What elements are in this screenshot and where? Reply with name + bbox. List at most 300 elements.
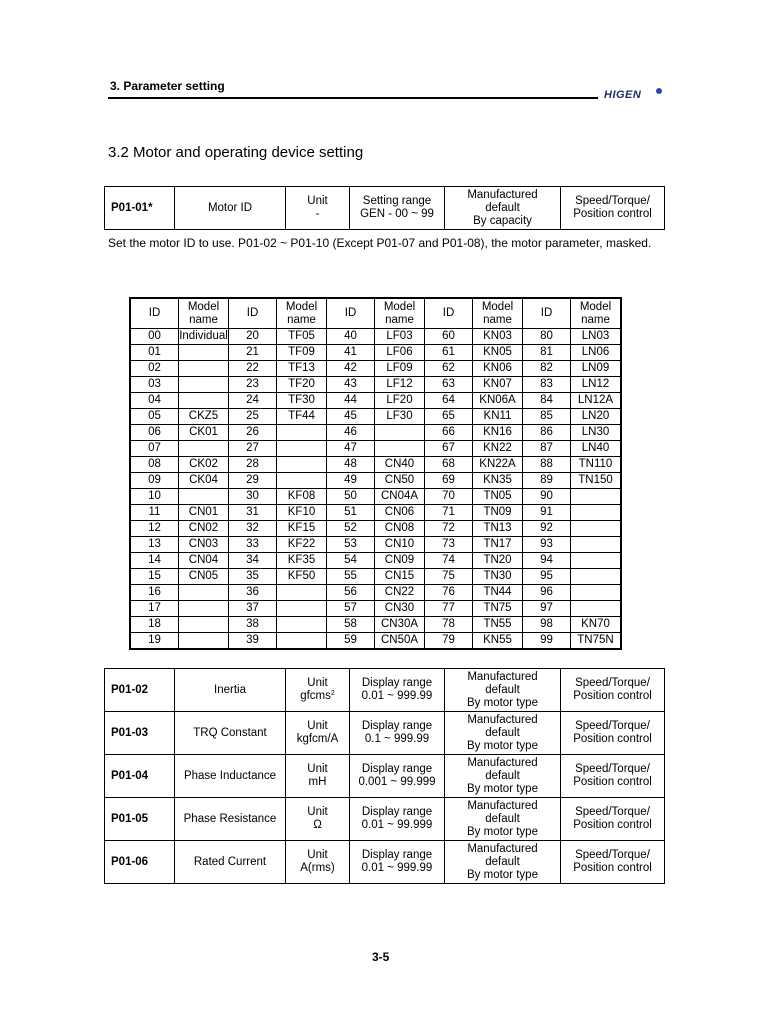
- model-name-cell: CN50A: [375, 633, 425, 650]
- unit-value-wrap: [286, 690, 349, 703]
- unit-value: mH: [308, 776, 327, 788]
- section-title: 3.2 Motor and operating device setting: [108, 144, 364, 161]
- model-name-cell: CK01: [179, 425, 229, 441]
- unit-value-wrap: [286, 862, 349, 875]
- model-name-cell: LN20: [571, 409, 622, 425]
- model-name-cell: TN05: [473, 489, 523, 505]
- motor-id-cell: 60: [425, 329, 473, 345]
- param-name: Motor ID: [175, 187, 286, 230]
- model-name-cell: KN35: [473, 473, 523, 489]
- table-row: [130, 345, 621, 361]
- model-name-cell: KF08: [277, 489, 327, 505]
- param-name: Phase Inductance: [175, 755, 286, 798]
- motor-id-cell: 41: [327, 345, 375, 361]
- model-name-cell: LF03: [375, 329, 425, 345]
- motor-id-cell: 37: [229, 601, 277, 617]
- motor-id-cell: 90: [523, 489, 571, 505]
- param-name: Inertia: [175, 669, 286, 712]
- param-row: [105, 798, 665, 841]
- motor-id-cell: 86: [523, 425, 571, 441]
- model-name-cell: TN20: [473, 553, 523, 569]
- default-line-2: default: [485, 726, 520, 739]
- model-name-cell: TN30: [473, 569, 523, 585]
- motor-id-cell: 64: [425, 393, 473, 409]
- param-table-body: [105, 669, 665, 884]
- motor-id-cell: 03: [130, 377, 179, 393]
- param-row: [105, 755, 665, 798]
- motor-id-cell: 02: [130, 361, 179, 377]
- param-row: [105, 669, 665, 712]
- model-name-cell: KN70: [571, 617, 622, 633]
- model-name-cell: LF06: [375, 345, 425, 361]
- header-id: ID: [130, 298, 179, 329]
- motor-id-cell: 72: [425, 521, 473, 537]
- motor-id-cell: 47: [327, 441, 375, 457]
- motor-id-cell: 73: [425, 537, 473, 553]
- unit-label: Unit: [307, 677, 328, 689]
- motor-id-cell: 13: [130, 537, 179, 553]
- motor-id-cell: 35: [229, 569, 277, 585]
- brand-logo: [604, 88, 662, 106]
- model-name-cell: CN22: [375, 585, 425, 601]
- model-name-cell: CN30A: [375, 617, 425, 633]
- table-row: [130, 361, 621, 377]
- motor-id-cell: 63: [425, 377, 473, 393]
- motor-id-cell: 54: [327, 553, 375, 569]
- mode-line-2: Position control: [573, 776, 652, 788]
- section-header: 3. Parameter setting: [110, 79, 225, 93]
- motor-id-cell: 52: [327, 521, 375, 537]
- model-name-cell: KN06A: [473, 393, 523, 409]
- model-name-cell: [571, 521, 622, 537]
- motor-id-cell: 51: [327, 505, 375, 521]
- param-unit: [286, 841, 350, 884]
- param-range: [350, 712, 445, 755]
- motor-id-cell: 16: [130, 585, 179, 601]
- motor-id-cell: 99: [523, 633, 571, 650]
- param-default: [445, 669, 561, 712]
- default-line-3: By motor type: [467, 696, 538, 709]
- default-line-2: default: [485, 812, 520, 825]
- model-name-cell: [277, 441, 327, 457]
- motor-id-cell: 10: [130, 489, 179, 505]
- motor-id-cell: 93: [523, 537, 571, 553]
- motor-id-cell: 67: [425, 441, 473, 457]
- motor-id-cell: 25: [229, 409, 277, 425]
- default-line-3: By motor type: [467, 782, 538, 795]
- motor-id-cell: 55: [327, 569, 375, 585]
- param-row: [105, 712, 665, 755]
- motor-id-cell: 62: [425, 361, 473, 377]
- mode-line-1: Speed/Torque/: [575, 849, 650, 861]
- param-code: P01-02: [105, 669, 175, 712]
- default-line-3: By capacity: [473, 214, 532, 227]
- header-model-line-1: Model: [285, 300, 318, 313]
- motor-id-cell: 11: [130, 505, 179, 521]
- motor-id-cell: 18: [130, 617, 179, 633]
- default-line-2: default: [485, 855, 520, 868]
- unit-label: Unit: [307, 849, 328, 861]
- motor-id-cell: 91: [523, 505, 571, 521]
- range-value: 0.001 ~ 99.999: [358, 776, 436, 788]
- model-name-cell: CN03: [179, 537, 229, 553]
- table-row: [130, 489, 621, 505]
- motor-id-cell: 33: [229, 537, 277, 553]
- model-name-cell: TF30: [277, 393, 327, 409]
- model-name-cell: KN22A: [473, 457, 523, 473]
- header-model-name: [375, 298, 425, 329]
- param-mode: [561, 841, 665, 884]
- header-model-line-1: Model: [579, 300, 612, 313]
- motor-id-cell: 07: [130, 441, 179, 457]
- header-model-line-2: name: [483, 313, 512, 326]
- default-line-1: Manufactured: [467, 670, 538, 683]
- model-name-cell: [277, 633, 327, 650]
- motor-id-cell: 92: [523, 521, 571, 537]
- motor-id-cell: 66: [425, 425, 473, 441]
- param-range: [350, 187, 445, 230]
- motor-id-cell: 70: [425, 489, 473, 505]
- motor-id-cell: 58: [327, 617, 375, 633]
- mode-line-1: Speed/Torque/: [575, 720, 650, 732]
- model-name-cell: CN02: [179, 521, 229, 537]
- motor-id-cell: 20: [229, 329, 277, 345]
- model-name-cell: [571, 553, 622, 569]
- model-name-cell: [277, 585, 327, 601]
- param-mode: [561, 755, 665, 798]
- model-name-cell: LN06: [571, 345, 622, 361]
- model-name-cell: [179, 617, 229, 633]
- model-name-cell: KN05: [473, 345, 523, 361]
- param-default: [445, 187, 561, 230]
- param-range: [350, 841, 445, 884]
- motor-id-cell: 12: [130, 521, 179, 537]
- mode-line-2: Position control: [573, 862, 652, 874]
- motor-id-cell: 94: [523, 553, 571, 569]
- motor-id-cell: 65: [425, 409, 473, 425]
- header-id: ID: [425, 298, 473, 329]
- header-id: ID: [229, 298, 277, 329]
- default-line-1: Manufactured: [467, 713, 538, 726]
- param-default: [445, 798, 561, 841]
- motor-id-cell: 80: [523, 329, 571, 345]
- model-name-cell: KN16: [473, 425, 523, 441]
- model-name-cell: [179, 489, 229, 505]
- model-name-cell: CN40: [375, 457, 425, 473]
- model-name-cell: TN13: [473, 521, 523, 537]
- model-name-cell: KF10: [277, 505, 327, 521]
- header-model-line-2: name: [287, 313, 316, 326]
- header-id: ID: [523, 298, 571, 329]
- motor-id-cell: 46: [327, 425, 375, 441]
- range-label: Display range: [361, 677, 433, 689]
- motor-id-cell: 08: [130, 457, 179, 473]
- motor-id-cell: 98: [523, 617, 571, 633]
- motor-id-cell: 39: [229, 633, 277, 650]
- param-range: [350, 798, 445, 841]
- motor-id-cell: 71: [425, 505, 473, 521]
- table-row: [130, 329, 621, 345]
- header-model-name: [571, 298, 622, 329]
- model-name-cell: [179, 361, 229, 377]
- range-value: 0.01 ~ 99.999: [361, 819, 433, 831]
- unit-value: kgfcm/A: [296, 733, 339, 745]
- model-name-cell: CN15: [375, 569, 425, 585]
- motor-id-cell: 45: [327, 409, 375, 425]
- motor-id-cell: 17: [130, 601, 179, 617]
- motor-id-cell: 61: [425, 345, 473, 361]
- model-name-cell: [571, 505, 622, 521]
- header-model-line-1: Model: [383, 300, 416, 313]
- motor-id-cell: 32: [229, 521, 277, 537]
- unit-value-wrap: [286, 733, 349, 746]
- unit-label: Unit: [307, 763, 328, 775]
- table-row: [130, 409, 621, 425]
- table-row: [130, 633, 621, 650]
- motor-id-cell: 24: [229, 393, 277, 409]
- param-row: [105, 187, 665, 230]
- motor-id-cell: 77: [425, 601, 473, 617]
- model-name-cell: TN55: [473, 617, 523, 633]
- default-line-2: default: [485, 683, 520, 696]
- param-code: P01-03: [105, 712, 175, 755]
- model-name-cell: CKZ5: [179, 409, 229, 425]
- model-name-cell: LF30: [375, 409, 425, 425]
- range-value: GEN - 00 ~ 99: [360, 208, 434, 220]
- model-name-cell: TF05: [277, 329, 327, 345]
- model-name-cell: [277, 601, 327, 617]
- table-row: [130, 585, 621, 601]
- model-name-cell: [571, 585, 622, 601]
- range-value: 0.1 ~ 999.99: [364, 733, 430, 745]
- model-name-cell: TN110: [571, 457, 622, 473]
- header-id: ID: [327, 298, 375, 329]
- model-name-cell: CN30: [375, 601, 425, 617]
- param-mode: [561, 669, 665, 712]
- param-unit: [286, 755, 350, 798]
- motor-id-cell: 79: [425, 633, 473, 650]
- motor-id-cell: 59: [327, 633, 375, 650]
- page-number: 3-5: [372, 950, 390, 964]
- unit-value-wrap: [286, 819, 349, 832]
- motor-id-cell: 97: [523, 601, 571, 617]
- param-mode: [561, 187, 665, 230]
- model-name-cell: CN10: [375, 537, 425, 553]
- header-model-line-2: name: [581, 313, 610, 326]
- table-row: [130, 601, 621, 617]
- motor-id-cell: 95: [523, 569, 571, 585]
- motor-id-cell: 74: [425, 553, 473, 569]
- logo-mark-icon: [656, 88, 662, 94]
- model-name-cell: CN04: [179, 553, 229, 569]
- model-name-cell: [571, 537, 622, 553]
- param-default: [445, 712, 561, 755]
- range-value: 0.01 ~ 999.99: [361, 690, 433, 702]
- motor-id-cell: 22: [229, 361, 277, 377]
- mode-line-1: Speed/Torque/: [575, 677, 650, 689]
- motor-id-cell: 01: [130, 345, 179, 361]
- model-name-cell: [571, 601, 622, 617]
- param-name: Rated Current: [175, 841, 286, 884]
- model-name-cell: TF20: [277, 377, 327, 393]
- parameter-description: Set the motor ID to use. P01-02 ~ P01-10 (Except P01-07 and P01-08), the motor parameter, masked.: [108, 236, 652, 250]
- header-model-line-2: name: [385, 313, 414, 326]
- model-name-cell: [277, 617, 327, 633]
- motor-id-cell: 05: [130, 409, 179, 425]
- default-line-1: Manufactured: [467, 842, 538, 855]
- motor-id-cell: 04: [130, 393, 179, 409]
- model-name-cell: [375, 425, 425, 441]
- table-row: [130, 505, 621, 521]
- param-code: P01-05: [105, 798, 175, 841]
- motor-id-cell: 85: [523, 409, 571, 425]
- model-name-cell: [179, 585, 229, 601]
- model-name-cell: LN40: [571, 441, 622, 457]
- header-model-name: [473, 298, 523, 329]
- motor-id-cell: 43: [327, 377, 375, 393]
- model-name-cell: [179, 633, 229, 650]
- table-row: [130, 537, 621, 553]
- motor-id-cell: 09: [130, 473, 179, 489]
- motor-id-cell: 68: [425, 457, 473, 473]
- header-model-line-1: Model: [187, 300, 220, 313]
- unit-value: -: [315, 208, 320, 220]
- model-name-cell: TN44: [473, 585, 523, 601]
- model-name-cell: CN09: [375, 553, 425, 569]
- unit-value: gfcms: [300, 690, 331, 702]
- model-name-cell: KF50: [277, 569, 327, 585]
- motor-id-table-body: [130, 298, 621, 649]
- default-line-2: default: [485, 769, 520, 782]
- mode-line-2: Position control: [573, 819, 652, 831]
- model-name-cell: LN03: [571, 329, 622, 345]
- table-row: [130, 393, 621, 409]
- model-name-cell: [375, 441, 425, 457]
- model-name-cell: KN06: [473, 361, 523, 377]
- motor-id-cell: 14: [130, 553, 179, 569]
- motor-id-cell: 75: [425, 569, 473, 585]
- param-unit: [286, 187, 350, 230]
- model-name-cell: TN09: [473, 505, 523, 521]
- param-name: Phase Resistance: [175, 798, 286, 841]
- range-label: Display range: [361, 763, 433, 775]
- mode-line-2: Position control: [573, 208, 652, 220]
- motor-id-cell: 53: [327, 537, 375, 553]
- model-name-cell: CN50: [375, 473, 425, 489]
- motor-table-header: [130, 298, 621, 329]
- motor-id-cell: 81: [523, 345, 571, 361]
- model-name-cell: [277, 457, 327, 473]
- model-name-cell: LF12: [375, 377, 425, 393]
- model-name-cell: KN07: [473, 377, 523, 393]
- model-name-cell: CK02: [179, 457, 229, 473]
- logo-text: HIGEN: [604, 89, 642, 101]
- param-mode: [561, 712, 665, 755]
- default-line-3: By motor type: [467, 868, 538, 881]
- header-rule: [108, 97, 598, 99]
- motor-id-cell: 50: [327, 489, 375, 505]
- range-label: Display range: [361, 720, 433, 732]
- model-name-cell: CN04A: [375, 489, 425, 505]
- table-row: [130, 521, 621, 537]
- motor-id-cell: 34: [229, 553, 277, 569]
- model-name-cell: KF35: [277, 553, 327, 569]
- range-label: Display range: [361, 849, 433, 861]
- param-table-p01-01: [104, 186, 665, 230]
- motor-id-cell: 56: [327, 585, 375, 601]
- header-model-name: [277, 298, 327, 329]
- model-name-cell: [277, 425, 327, 441]
- header-model-line-2: name: [189, 313, 218, 326]
- model-name-cell: TF44: [277, 409, 327, 425]
- unit-value-wrap: [286, 776, 349, 789]
- unit-value: A(rms): [300, 862, 335, 874]
- model-name-cell: LF09: [375, 361, 425, 377]
- param-table-motor: [104, 668, 665, 884]
- table-row: [130, 377, 621, 393]
- motor-id-cell: 69: [425, 473, 473, 489]
- model-name-cell: LF20: [375, 393, 425, 409]
- param-default: [445, 755, 561, 798]
- table-row: [130, 553, 621, 569]
- motor-id-cell: 15: [130, 569, 179, 585]
- model-name-cell: LN12A: [571, 393, 622, 409]
- param-range: [350, 669, 445, 712]
- motor-id-cell: 89: [523, 473, 571, 489]
- motor-id-cell: 96: [523, 585, 571, 601]
- table-row: [130, 569, 621, 585]
- mode-line-1: Speed/Torque/: [575, 195, 650, 207]
- param-unit: [286, 669, 350, 712]
- table-row: [130, 473, 621, 489]
- param-code: P01-04: [105, 755, 175, 798]
- motor-id-cell: 76: [425, 585, 473, 601]
- param-range: [350, 755, 445, 798]
- motor-id-cell: 06: [130, 425, 179, 441]
- motor-id-cell: 27: [229, 441, 277, 457]
- default-line-1: Manufactured: [467, 799, 538, 812]
- param-unit: [286, 712, 350, 755]
- motor-id-cell: 84: [523, 393, 571, 409]
- model-name-cell: KF22: [277, 537, 327, 553]
- default-line-1: Manufactured: [467, 188, 538, 201]
- default-line-3: By motor type: [467, 825, 538, 838]
- mode-line-2: Position control: [573, 733, 652, 745]
- param-row: [105, 841, 665, 884]
- motor-id-cell: 23: [229, 377, 277, 393]
- model-name-cell: [179, 441, 229, 457]
- mode-line-1: Speed/Torque/: [575, 763, 650, 775]
- unit-superscript: 2: [330, 690, 335, 697]
- motor-id-cell: 38: [229, 617, 277, 633]
- motor-id-cell: 19: [130, 633, 179, 650]
- model-name-cell: LN12: [571, 377, 622, 393]
- param-mode: [561, 798, 665, 841]
- model-name-cell: KN03: [473, 329, 523, 345]
- model-name-cell: [571, 569, 622, 585]
- model-name-cell: TF09: [277, 345, 327, 361]
- model-name-cell: CN01: [179, 505, 229, 521]
- motor-id-cell: 28: [229, 457, 277, 473]
- unit-label: Unit: [307, 806, 328, 818]
- header-model-line-1: Model: [481, 300, 514, 313]
- model-name-cell: [179, 601, 229, 617]
- default-line-2: default: [485, 201, 520, 214]
- param-code: P01-06: [105, 841, 175, 884]
- motor-id-cell: 82: [523, 361, 571, 377]
- model-name-cell: CN08: [375, 521, 425, 537]
- model-name-cell: KN55: [473, 633, 523, 650]
